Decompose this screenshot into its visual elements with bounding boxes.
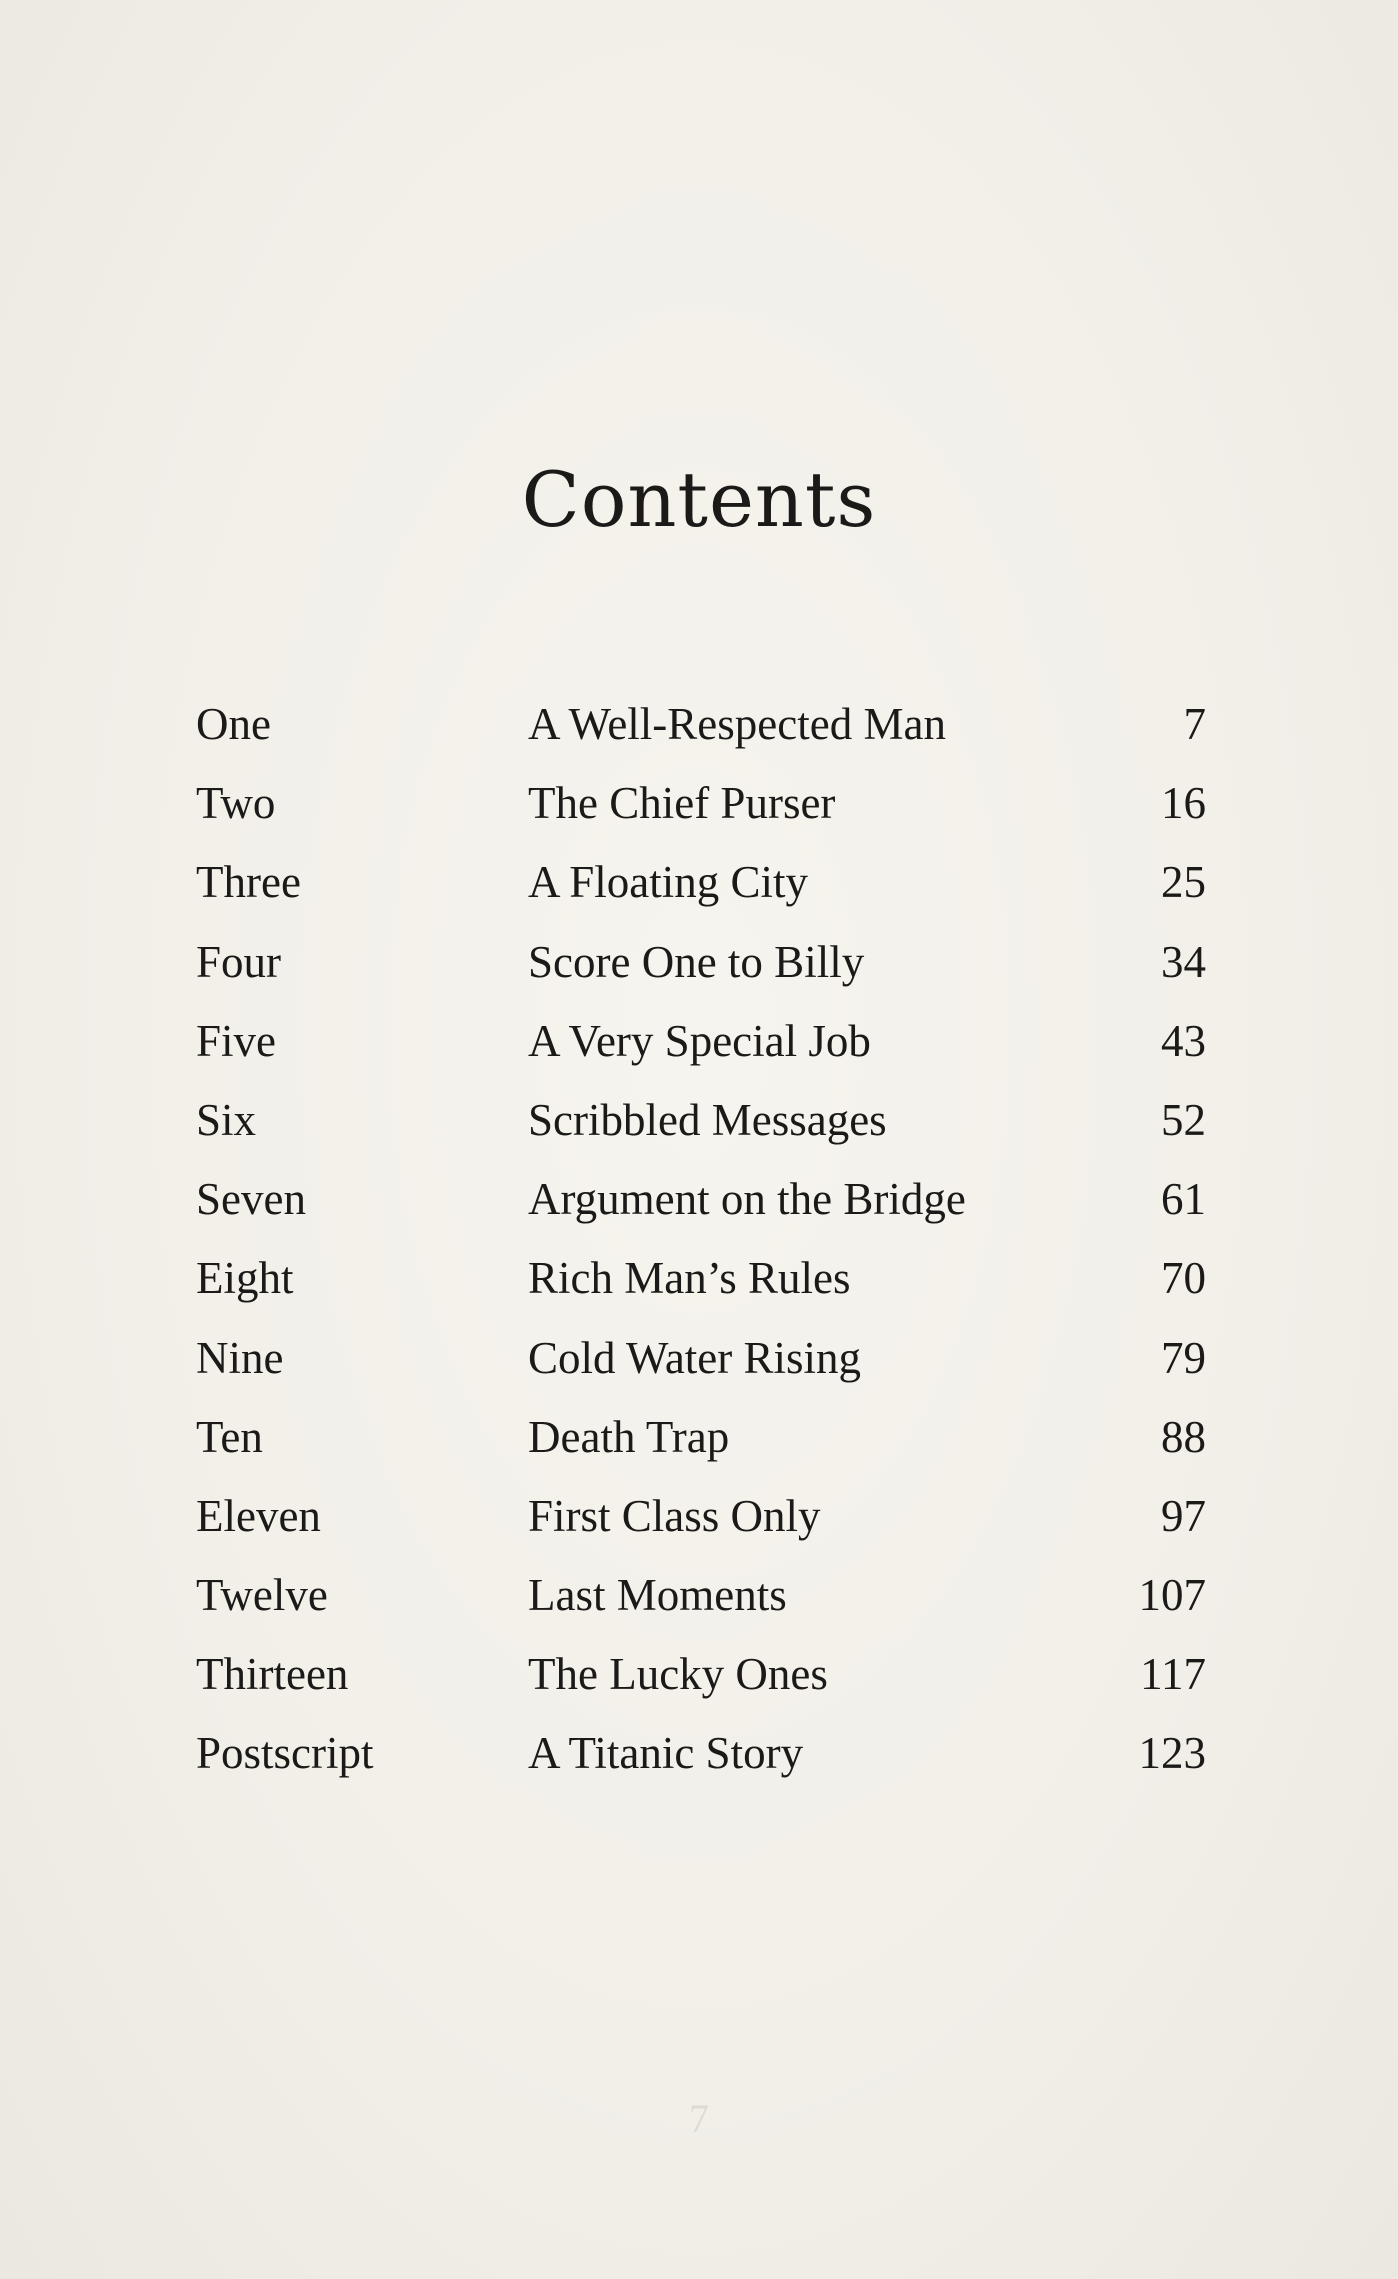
chapter-title: A Well-Respected Man: [528, 699, 946, 749]
toc-entry: [196, 1635, 1206, 1714]
chapter-title: The Lucky Ones: [528, 1649, 828, 1700]
chapter-page: 25: [1161, 857, 1206, 908]
chapter-title: Death Trap: [528, 1411, 730, 1462]
chapter-number: Five: [196, 1015, 277, 1066]
chapter-page: 107: [1138, 1570, 1206, 1621]
chapter-title: Argument on the Bridge: [528, 1174, 966, 1225]
chapter-title: Last Moments: [528, 1570, 787, 1621]
chapter-title: First Class Only: [528, 1490, 821, 1541]
chapter-page: 43: [1161, 1015, 1206, 1066]
chapter-number: One: [196, 699, 271, 749]
chapter-title: A Floating City: [528, 857, 809, 908]
chapter-page: 123: [1138, 1728, 1206, 1779]
toc-entry: [196, 685, 1206, 764]
chapter-number: Six: [196, 1094, 257, 1145]
chapter-title: Scribbled Messages: [528, 1094, 887, 1145]
chapter-title: A Very Special Job: [528, 1015, 871, 1066]
toc-entry: [196, 843, 1206, 922]
toc-entry: [196, 1714, 1206, 1793]
chapter-page: 97: [1161, 1490, 1206, 1541]
toc-entry: [196, 1081, 1206, 1160]
toc-entry: [196, 923, 1206, 1002]
show-through-page-number: 7: [689, 2096, 709, 2141]
chapter-number: Eleven: [196, 1490, 321, 1541]
chapter-number: Two: [196, 778, 276, 829]
chapter-title: Cold Water Rising: [528, 1332, 862, 1383]
chapter-page: 88: [1161, 1411, 1206, 1462]
chapter-number: Seven: [196, 1174, 306, 1225]
page-title: Contents: [521, 455, 877, 544]
chapter-page: 61: [1161, 1174, 1206, 1225]
chapter-title: Score One to Billy: [528, 936, 865, 987]
chapter-number: Eight: [196, 1253, 294, 1304]
toc-entry: [196, 1319, 1206, 1398]
toc-entry: [196, 1398, 1206, 1477]
chapter-page: 34: [1161, 936, 1206, 987]
chapter-title: Rich Man’s Rules: [528, 1253, 851, 1304]
chapter-number: Postscript: [196, 1728, 374, 1779]
toc-entry: [196, 764, 1206, 843]
chapter-page: 117: [1140, 1649, 1206, 1700]
chapter-page: 79: [1161, 1332, 1206, 1383]
toc-entry: [196, 1002, 1206, 1081]
chapter-number: Nine: [196, 1332, 284, 1383]
chapter-page: 70: [1161, 1253, 1206, 1304]
toc-entry: [196, 1556, 1206, 1635]
chapter-number: Ten: [196, 1411, 263, 1462]
chapter-page: 52: [1161, 1094, 1206, 1145]
chapter-title: The Chief Purser: [528, 778, 836, 829]
chapter-page: 7: [1183, 699, 1206, 749]
chapter-number: Three: [196, 857, 301, 908]
toc-entry: [196, 1160, 1206, 1239]
chapter-title: A Titanic Story: [528, 1728, 804, 1779]
toc-entry: [196, 1239, 1206, 1318]
chapter-number: Four: [196, 936, 282, 987]
chapter-number: Thirteen: [196, 1649, 349, 1700]
chapter-page: 16: [1161, 778, 1206, 829]
chapter-number: Twelve: [196, 1570, 328, 1621]
toc-entry: [196, 1477, 1206, 1556]
table-of-contents: [196, 685, 1206, 1794]
